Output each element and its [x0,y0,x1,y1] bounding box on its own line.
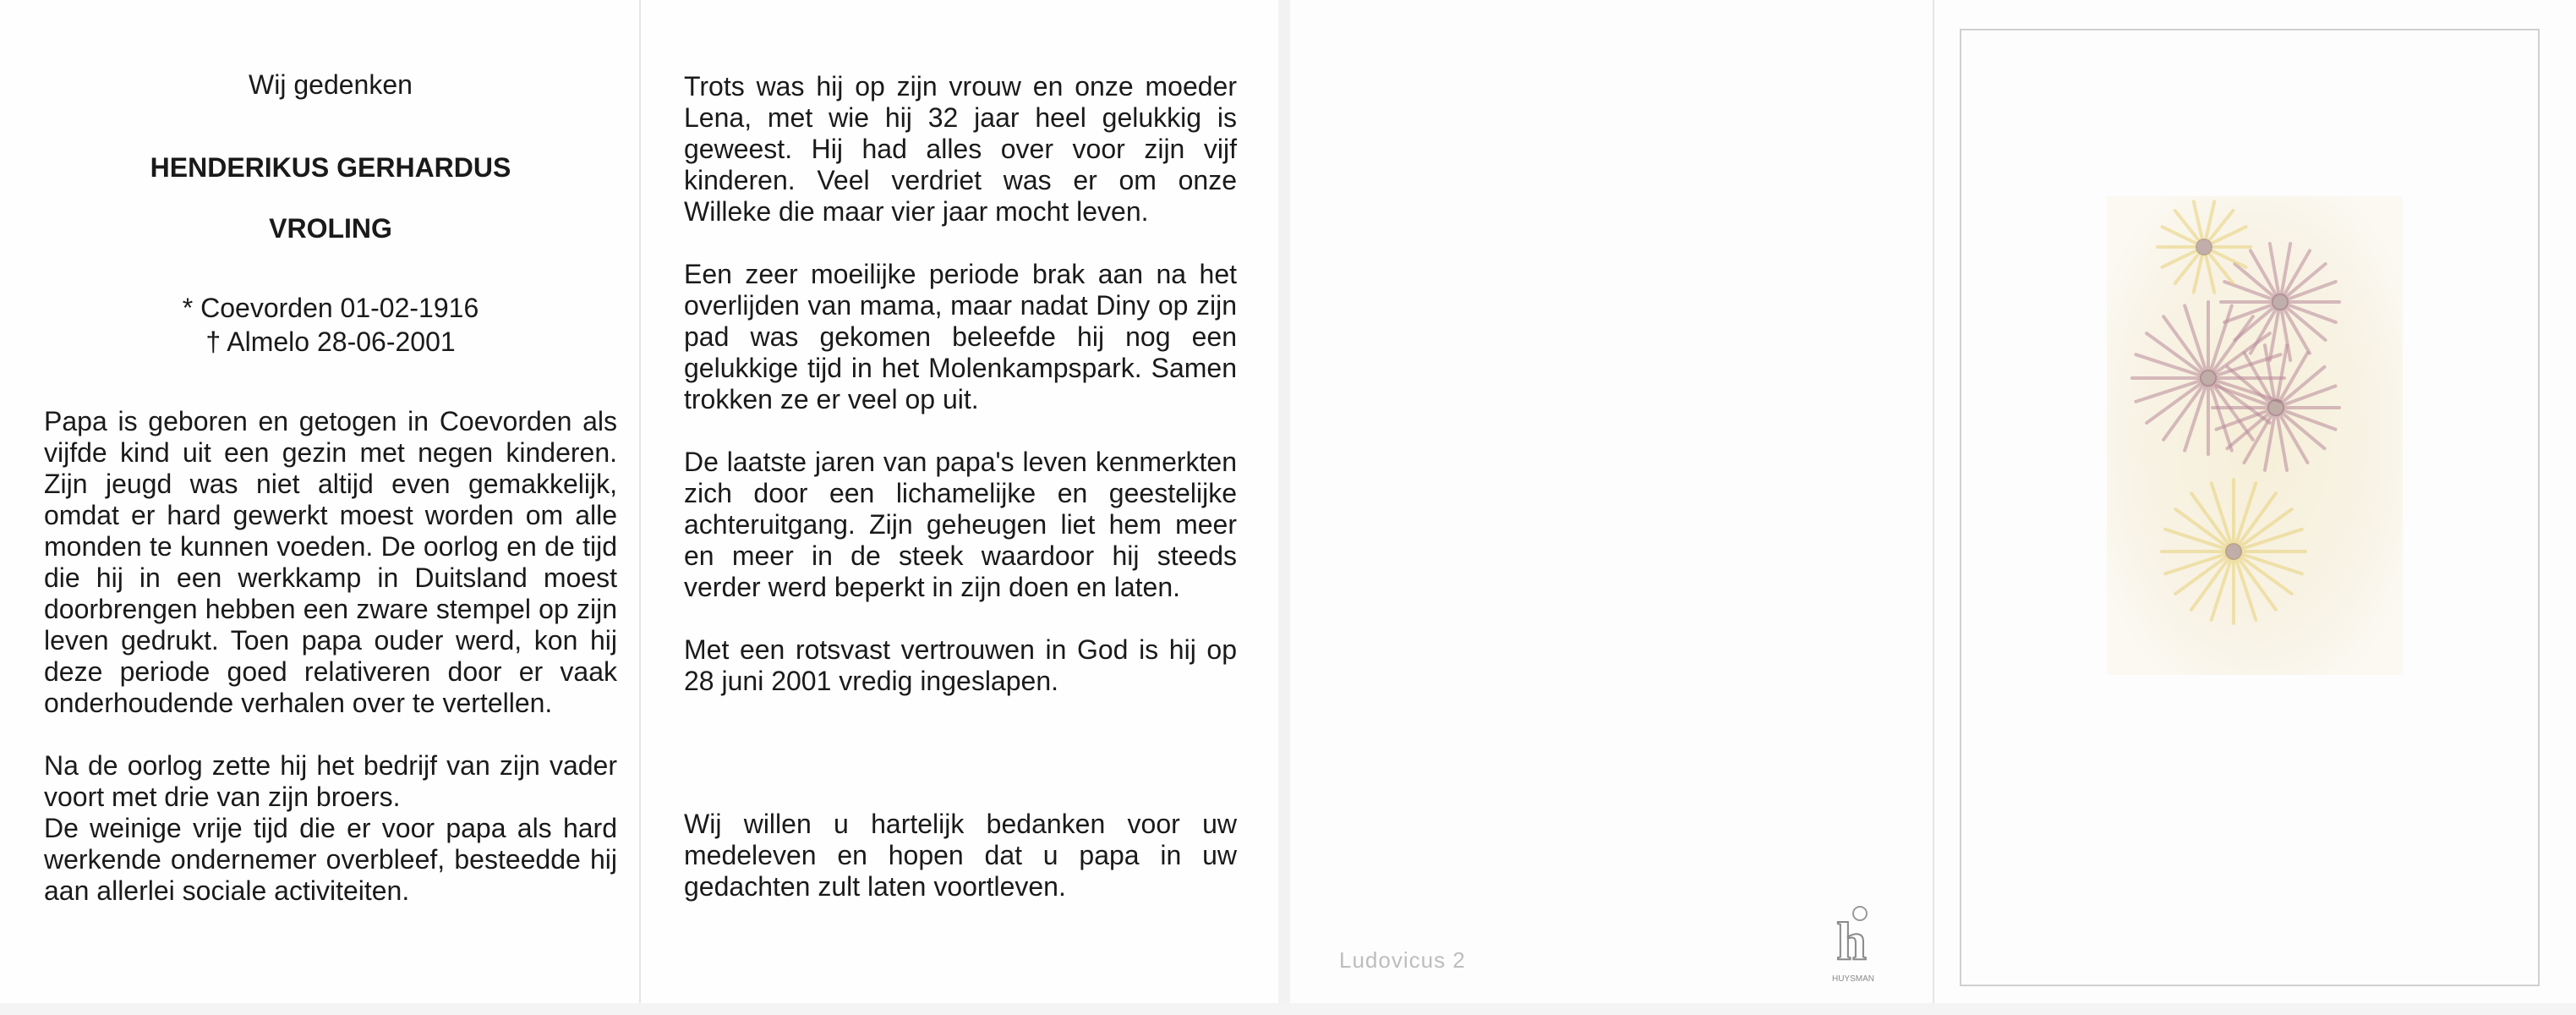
deceased-first-names: HENDERIKUS GERHARDUS [150,152,511,183]
deceased-surname: VROLING [269,213,392,244]
inner-fold-line [639,0,641,1015]
birth-line: * Coevorden 01-02-1916 [182,293,479,323]
paragraph: Na de oorlog zette hij het bedrijf van zijn vader voort met drie van zijn broers. [44,750,617,812]
flower-center [2225,543,2242,560]
logo-wordmark: HUYSMAN [1831,974,1875,984]
paragraph: Trots was hij op zijn vrouw en onze moeder Lena, met wie hij 32 jaar heel gelukkig is geweest. Hij had alles over voor zijn vijf kinderen. Veel verdriet was er om onze Willeke die maar vier jaar mocht leven. [684,71,1237,227]
logo-letter: h [1836,911,1867,971]
page-1-body [44,406,617,907]
flower-illustration [2107,196,2403,675]
card-model-code: Ludovicus 2 [1339,947,1466,973]
flower-center [2196,239,2212,255]
flower-center [2272,294,2289,310]
watercolor-wash [2107,196,2403,675]
death-line: † Almelo 28-06-2001 [205,326,456,357]
outer-fold-line [1933,0,1934,1015]
page-1 [44,0,617,907]
life-dates [44,291,617,359]
paragraph: Een zeer moeilijke periode brak aan na het overlijden van mama, maar nadat Diny op zijn pad was gekomen beleefde hij nog een gelukkige tijd in het Molenkampspark. Samen trokken ze er veel op uit. [684,259,1237,414]
publisher-logo [1826,905,1880,986]
paragraph: De weinige vrije tijd die er voor papa als hard werkende ondernemer overbleef, besteedde hij aan allerlei sociale activiteiten. [44,813,617,906]
thanks-paragraph: Wij willen u hartelijk bedanken voor uw medeleven en hopen dat u papa in uw gedachten zult laten voortleven. [684,809,1237,902]
greeting: Wij gedenken [249,69,413,100]
paragraph: Papa is geboren en getogen in Coevorden als vijfde kind uit een gezin met negen kinderen. Zijn jeugd was niet altijd even gemakkelijk, omdat er hard gewerkt moest worden om alle monden te kunnen voeden. De oorlog en de tijd die hij in een werkkamp in Duitsland moest doorbrengen hebben een zware stempel op zijn leven gedrukt. Toen papa ouder werd, kon hij deze periode goed relativeren door er vaak onderhoudende verhalen over te vertellen. [44,406,617,718]
flower-center [2267,399,2284,416]
paragraph: De laatste jaren van papa's leven kenmerkten zich door een lichamelijke en geestelijke achteruitgang. Zijn geheugen liet hem meer en meer in de steek waardoor hij steeds verder werd beperkt in zijn doen en laten. [684,447,1237,602]
sheet-gap [1278,0,1290,1015]
page-2-body [684,0,1237,903]
page-2 [684,0,1237,903]
flower-center [2200,370,2217,387]
scan-bottom-edge [0,1003,2576,1015]
paragraph: Met een rotsvast vertrouwen in God is hij op 28 juni 2001 vredig ingeslapen. [684,634,1237,696]
